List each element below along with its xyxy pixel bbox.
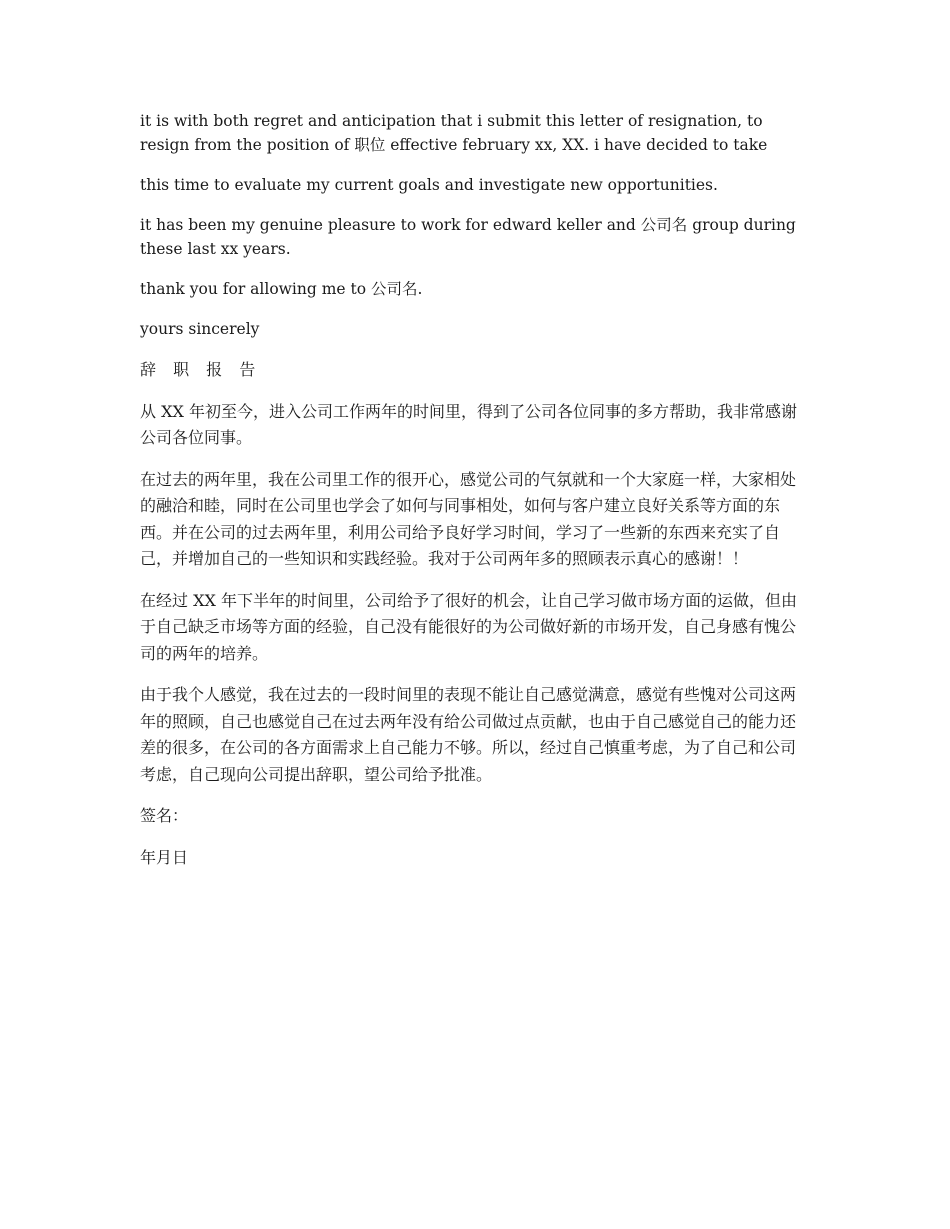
chinese-paragraph-4: 由于我个人感觉，我在过去的一段时间里的表现不能让自己感觉满意，感觉有些愧对公司这两年的照顾，自己也感觉自己在过去两年没有给公司做过点贡献，也由于自己感觉自己的能力还差的很多，在公司的各方面需求上自己能力不够。所以，经过自己慎重考虑，为了自己和公司考虑，自己现向公司提出辞职，望公司给予批准。 — [140, 685, 797, 784]
signature-label: 签名： — [140, 806, 189, 825]
chinese-paragraph-2: 在过去的两年里，我在公司里工作的很开心，感觉公司的气氛就和一个大家庭一样，大家相处的融洽和睦，同时在公司里也学会了如何与同事相处，如何与客户建立良好关系等方面的东西。并在公司的过去两年里，利用公司给予良好学习时间，学习了一些新的东西来充实了自己，并增加自己的一些知识和实践经验。我对于公司两年多的照顾表示真心的感谢！！ — [140, 469, 797, 568]
english-paragraph-2: this time to evaluate my current goals and investigate new opportunities. — [140, 176, 718, 194]
english-paragraph-1: it is with both regret and anticipation that i submit this letter of resignation, to resign from the position of 职位 effective february xx, XX. i have decided to take — [140, 112, 768, 154]
english-closing: yours sincerely — [140, 320, 260, 338]
chinese-paragraph-3: 在经过 XX 年下半年的时间里，公司给予了很好的机会，让自己学习做市场方面的运做，但由于自己缺乏市场等方面的经验，自己没有能很好的为公司做好新的市场开发，自己身感有愧公司的两年的培养。 — [140, 590, 797, 663]
resignation-title: 辞 职 报 告 — [140, 360, 262, 379]
date-label: 年月日 — [140, 847, 189, 867]
english-paragraph-4: thank you for allowing me to 公司名. — [140, 280, 423, 298]
document-page — [140, 109, 810, 886]
chinese-paragraph-1: 从 XX 年初至今，进入公司工作两年的时间里，得到了公司各位同事的多方帮助，我非常感谢公司各位同事。 — [140, 401, 797, 447]
english-paragraph-3: it has been my genuine pleasure to work for edward keller and 公司名 group during these last xx years. — [140, 216, 796, 258]
